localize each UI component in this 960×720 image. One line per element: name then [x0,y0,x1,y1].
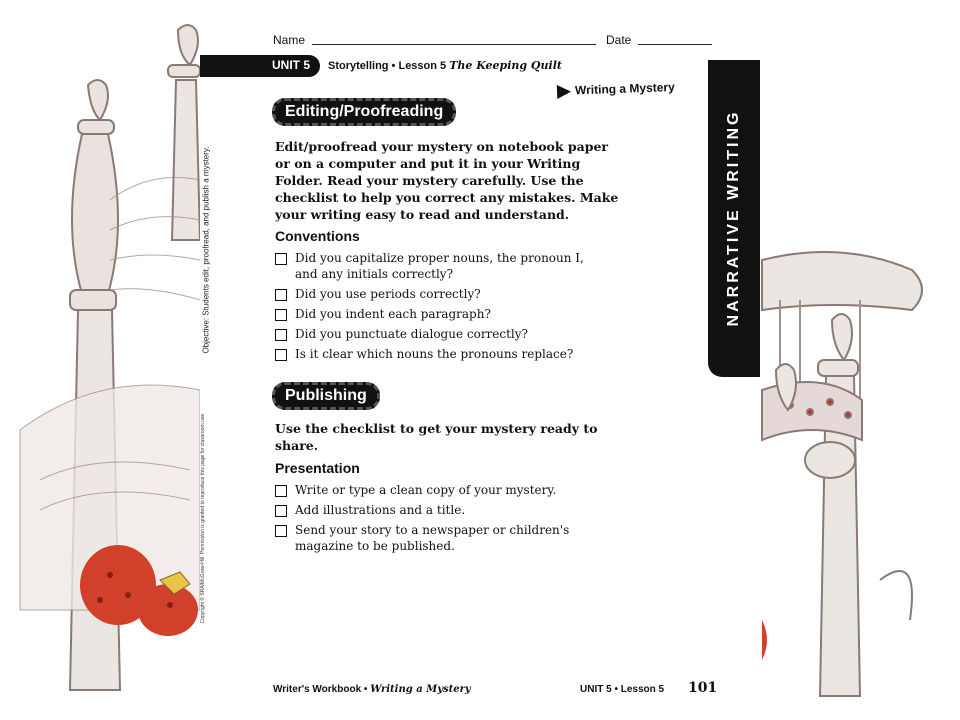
checklist-item[interactable]: Add illustrations and a title. [275,502,465,518]
copyright-note [196,398,210,638]
checkbox[interactable] [275,505,287,517]
unit-tab-label: UNIT 5 [272,58,311,72]
checklist-item[interactable]: Send your story to a newspaper or children's magazine to be published. [275,522,569,554]
checkbox[interactable] [275,289,287,301]
publishing-intro [275,420,597,454]
name-field[interactable] [312,44,596,45]
checklist-item[interactable]: Write or type a clean copy of your mystery. [275,482,556,498]
unit-tab [200,55,320,77]
publishing-intro-line: share. [275,438,319,453]
side-tab-label: NARRATIVE WRITING [725,109,742,327]
footer-left-title: Writing a Mystery [370,684,471,695]
date-label: Date [606,33,632,47]
checkbox[interactable] [275,525,287,537]
workbook-page [200,20,760,700]
side-tab [708,60,760,377]
checklist-item[interactable]: Did you capitalize proper nouns, the pronoun I, and any initials correctly? [275,250,584,282]
footer-left-prefix: Writer's Workbook • [273,684,368,695]
date-field[interactable] [638,44,712,45]
checkbox[interactable] [275,329,287,341]
lesson-title: The Keeping Quilt [449,59,562,72]
footer-left [273,684,471,695]
conventions-subheading: Conventions [275,228,360,244]
checkbox[interactable] [275,485,287,497]
editing-intro-line: or on a computer and put it in your Writing [275,156,581,171]
checklist-item[interactable]: Did you use periods correctly? [275,286,481,302]
page-number: 101 [688,680,718,696]
objective-note [196,140,216,360]
writing-tag [557,80,675,99]
writing-tag-label: Writing a Mystery [574,79,676,98]
editing-intro-line: Folder. Read your mystery carefully. Use the [275,173,584,188]
checklist-item[interactable]: Is it clear which nouns the pronouns replace? [275,346,573,362]
editing-intro-line: checklist to help you correct any mistakes. Make [275,190,619,205]
presentation-subheading: Presentation [275,460,360,476]
checklist-item[interactable]: Did you indent each paragraph? [275,306,491,322]
publishing-heading: Publishing [272,382,380,410]
checkbox[interactable] [275,349,287,361]
objective-note-text: Objective: Students edit, proofread, and publish a mystery. [201,146,211,354]
name-label: Name [273,33,306,47]
lesson-line [328,59,562,72]
publishing-intro-line: Use the checklist to get your mystery ready to [275,421,598,436]
checkbox[interactable] [275,309,287,321]
footer-unit-lesson: UNIT 5 • Lesson 5 [580,684,665,695]
editing-intro-line: Edit/proofread your mystery on notebook paper [275,139,609,154]
checkbox[interactable] [275,253,287,265]
editing-intro [275,138,618,223]
editing-heading: Editing/Proofreading [272,98,456,126]
checklist-item[interactable]: Did you punctuate dialogue correctly? [275,326,528,342]
lesson-prefix: Storytelling • Lesson 5 [328,60,447,72]
chair-sketch-right [762,252,922,696]
copyright-note-text: Copyright © SRA/McGraw-Hill. Permission is granted to reproduce this page for classroom use. [200,412,206,624]
editing-intro-line: your writing easy to read and understand. [275,207,570,222]
arrow-right-icon [557,84,571,98]
